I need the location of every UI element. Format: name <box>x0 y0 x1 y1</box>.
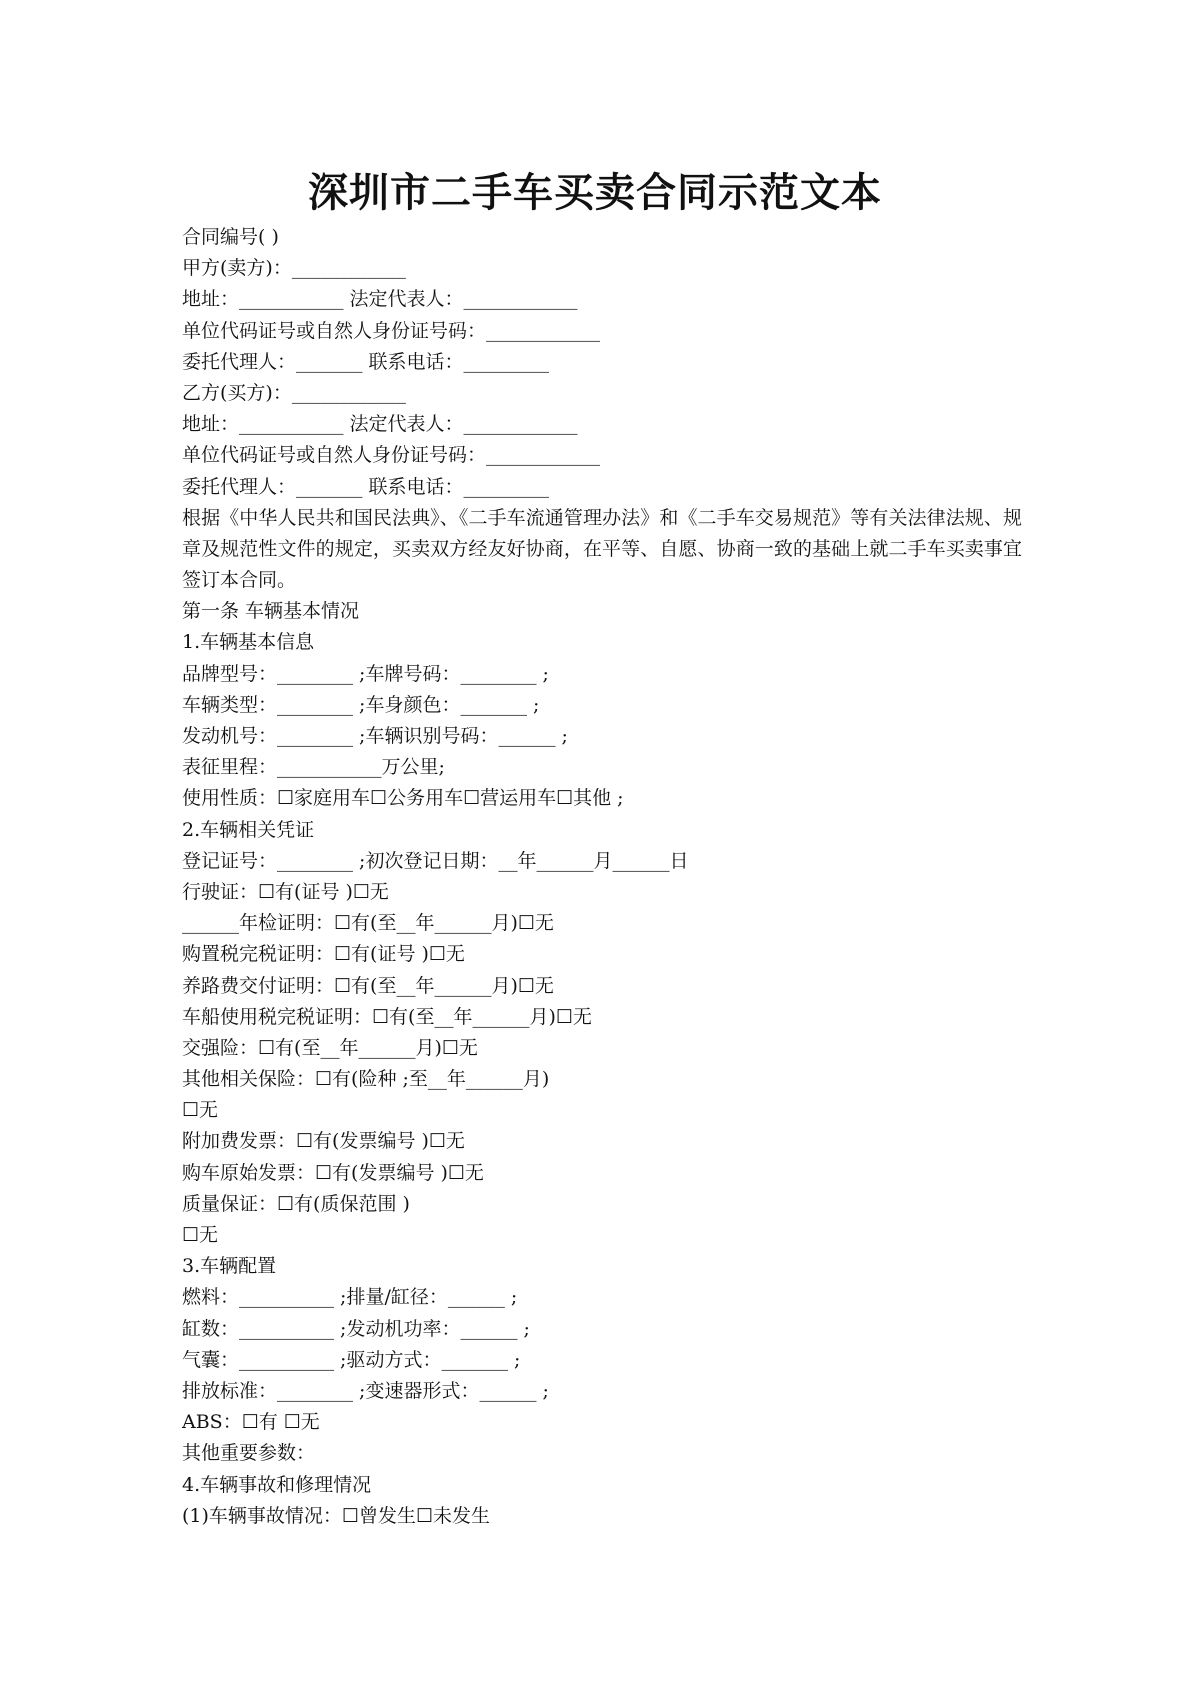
checkbox-line: 购车原始发票：☐有(发票编号 )☐无 <box>182 1161 484 1184</box>
checkbox-line: 车船使用税完税证明：☐有(至__年______月)☐无 <box>182 1005 592 1028</box>
form-line: 登记证号：________ ;初次登记日期：__年______月______日 <box>182 849 689 872</box>
section-heading: 4.车辆事故和修理情况 <box>182 1473 372 1496</box>
preamble-paragraph: 根据《中华人民共和国民法典》、《二手车流通管理办法》和《二手车交易规范》等有关法律法规、规章及规范性文件的规定，买卖双方经友好协商，在平等、自愿、协商一致的基础上就二手车买卖事宜签订本合同。 <box>182 506 1022 592</box>
form-line: 表征里程：___________万公里; <box>182 756 445 779</box>
checkbox-line: ABS：☐有 ☐无 <box>182 1411 320 1434</box>
checkbox-line: 其他相关保险：☐有(险种 ;至__年______月) <box>182 1068 550 1091</box>
party-b-line: 乙方(买方)：____________ <box>182 381 406 404</box>
section-heading: 2.车辆相关凭证 <box>182 818 315 841</box>
form-line: 燃料：__________ ;排量/缸径：______ ; <box>182 1286 518 1309</box>
form-line: 缸数：__________ ;发动机功率：______ ; <box>182 1317 530 1340</box>
article-1-heading: 第一条 车辆基本情况 <box>182 600 360 623</box>
form-line: 其他重要参数： <box>182 1442 316 1465</box>
section-heading: 3.车辆配置 <box>182 1255 277 1278</box>
party-b-agent-line: 委托代理人：_______ 联系电话：_________ <box>182 475 550 498</box>
checkbox-line: 质量保证：☐有(质保范围 ) <box>182 1192 410 1215</box>
party-b-address-line: 地址：___________ 法定代表人：____________ <box>182 413 578 436</box>
document-title: 深圳市二手车买卖合同示范文本 <box>308 169 882 216</box>
form-line: 车辆类型：________ ;车身颜色：_______ ; <box>182 693 540 716</box>
form-line: 气囊：__________ ;驱动方式：_______ ; <box>182 1348 521 1371</box>
form-line: 品牌型号：________ ;车牌号码：________ ; <box>182 662 549 685</box>
party-a-line: 甲方(卖方)：____________ <box>182 257 406 280</box>
document-body <box>182 222 1022 1532</box>
checkbox-line: 行驶证：☐有(证号 )☐无 <box>182 880 389 903</box>
checkbox-line: ______年检证明：☐有(至__年______月)☐无 <box>182 912 554 935</box>
party-a-address-line: 地址：___________ 法定代表人：____________ <box>182 288 578 311</box>
checkbox-line: (1)车辆事故情况：☐曾发生☐未发生 <box>182 1504 490 1527</box>
checkbox-line: ☐无 <box>182 1099 219 1122</box>
party-a-id-line: 单位代码证号或自然人身份证号码：____________ <box>182 319 601 342</box>
checkbox-line: 附加费发票：☐有(发票编号 )☐无 <box>182 1130 465 1153</box>
form-line: 发动机号：________ ;车辆识别号码：______ ; <box>182 725 568 748</box>
checkbox-line: 购置税完税证明：☐有(证号 )☐无 <box>182 943 465 966</box>
checkbox-line: 养路费交付证明：☐有(至__年______月)☐无 <box>182 974 554 997</box>
contract-number-line: 合同编号( ) <box>182 226 279 248</box>
checkbox-line: ☐无 <box>182 1224 219 1247</box>
section-heading: 1.车辆基本信息 <box>182 631 315 654</box>
checkbox-line: 交强险：☐有(至__年______月)☐无 <box>182 1036 478 1059</box>
party-b-id-line: 单位代码证号或自然人身份证号码：____________ <box>182 444 601 467</box>
form-line: 排放标准：________ ;变速器形式：______ ; <box>182 1379 549 1402</box>
checkbox-line: 使用性质：☐家庭用车☐公务用车☐营运用车☐其他 ; <box>182 787 624 810</box>
party-a-agent-line: 委托代理人：_______ 联系电话：_________ <box>182 350 550 373</box>
